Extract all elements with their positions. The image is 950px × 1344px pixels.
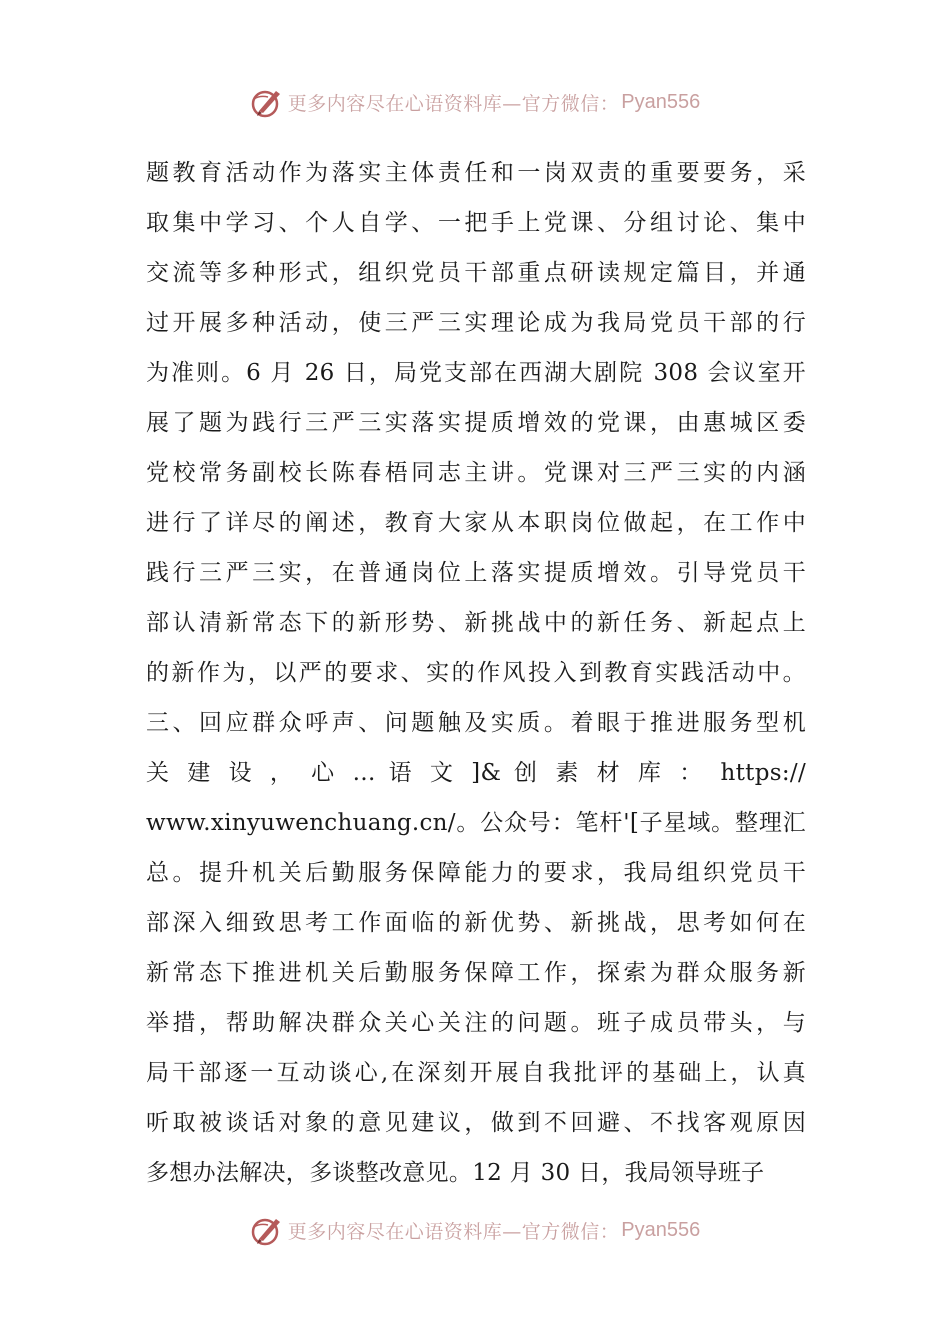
body-line: www.xinyuwenchuang.cn/。公众号：笔杆'[子星域。整理汇 [146,810,806,836]
banner-wechat-id: Pyan556 [621,1218,701,1241]
pen-circle-logo-icon [250,85,284,119]
body-line: 交流等多种形式，组织党员干部重点研读规定篇目，并通 [146,260,806,286]
body-line: 局干部逐一互动谈心,在深刻开展自我批评的基础上，认真 [146,1060,806,1086]
body-line: 新常态下推进机关后勤服务保障工作，探索为群众服务新 [146,960,806,986]
body-line: 部认清新常态下的新形势、新挑战中的新任务、新起点上 [146,610,806,636]
document-body [146,148,806,1198]
banner-text: 更多内容尽在心语资料库—官方微信： [287,1220,620,1243]
body-line: 为准则。6 月 26 日，局党支部在西湖大剧院 308 会议室开 [146,360,806,386]
header-watermark-banner [0,82,950,122]
body-line: 总。提升机关后勤服务保障能力的要求，我局组织党员干 [146,860,806,886]
body-line: 过开展多种活动，使三严三实理论成为我局党员干部的行 [146,310,806,336]
body-line: 进行了详尽的阐述，教育大家从本职岗位做起，在工作中 [146,510,806,536]
body-line: 多想办法解决，多谈整改意见。12 月 30 日，我局领导班子 [146,1160,765,1186]
body-line: 题教育活动作为落实主体责任和一岗双责的重要要务，采 [146,160,806,186]
body-line: 展了题为践行三严三实落实提质增效的党课，由惠城区委 [146,410,806,436]
footer-watermark-banner [0,1210,950,1250]
body-line: 部深入细致思考工作面临的新优势、新挑战，思考如何在 [146,910,806,936]
body-line: 关 建 设 ， 心 … 语 文 ]& 创 素 材 库 ： https:// [146,760,806,786]
body-line: 三、回应群众呼声、问题触及实质。着眼于推进服务型机 [146,710,806,736]
body-line: 践行三严三实，在普通岗位上落实提质增效。引导党员干 [146,560,806,586]
pen-circle-logo-icon [250,1213,284,1247]
body-line: 举措，帮助解决群众关心关注的问题。班子成员带头，与 [146,1010,806,1036]
banner-wechat-id: Pyan556 [621,90,701,113]
body-line: 取集中学习、个人自学、一把手上党课、分组讨论、集中 [146,210,806,236]
body-line: 听取被谈话对象的意见建议，做到不回避、不找客观原因 [146,1110,806,1136]
body-line: 党校常务副校长陈春梧同志主讲。党课对三严三实的内涵 [146,460,806,486]
banner-text: 更多内容尽在心语资料库—官方微信： [287,92,620,115]
body-line: 的新作为，以严的要求、实的作风投入到教育实践活动中。 [146,660,806,686]
